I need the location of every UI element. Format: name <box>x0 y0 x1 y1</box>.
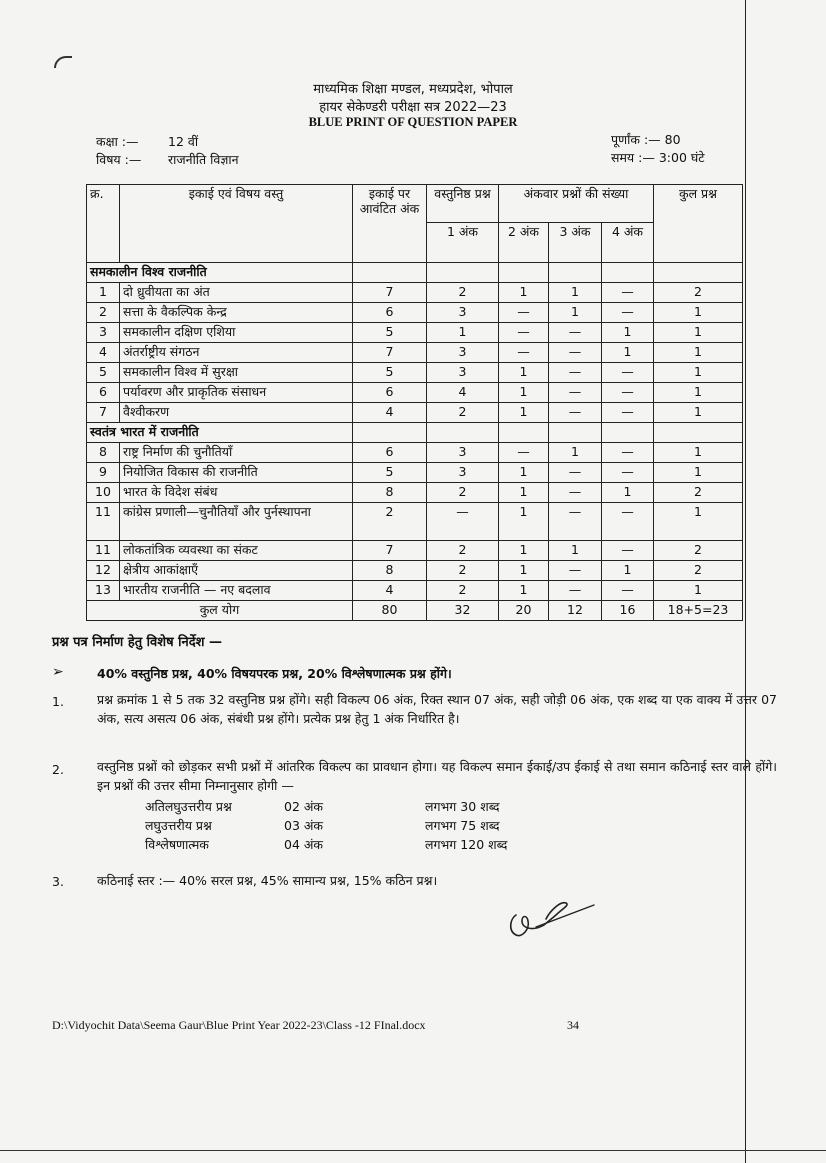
row-total: 1 <box>654 383 743 403</box>
row-4-mark: 1 <box>602 561 654 581</box>
limit-type: लघुउत्तरीय प्रश्न <box>145 818 212 833</box>
row-3-mark: 1 <box>549 303 602 323</box>
row-sno: 4 <box>87 343 120 363</box>
row-objective: 4 <box>427 383 499 403</box>
row-marks: 8 <box>353 561 427 581</box>
row-total: 1 <box>654 463 743 483</box>
row-objective: 3 <box>427 463 499 483</box>
row-2-mark: — <box>499 443 549 463</box>
row-sno: 9 <box>87 463 120 483</box>
row-sno: 10 <box>87 483 120 503</box>
table-row <box>87 303 743 323</box>
arrow-bullet-icon: ➢ <box>52 664 64 680</box>
row-total: 2 <box>654 541 743 561</box>
row-3-mark: — <box>549 561 602 581</box>
table-row <box>87 403 743 423</box>
row-4-mark: — <box>602 363 654 383</box>
empty-cell <box>427 423 499 443</box>
row-topic: समकालीन दक्षिण एशिया <box>120 323 353 343</box>
head-sno: क्र. <box>87 185 120 263</box>
limit-words: लगभग 75 शब्द <box>425 818 500 833</box>
row-total: 1 <box>654 303 743 323</box>
row-sno: 5 <box>87 363 120 383</box>
row-total: 2 <box>654 483 743 503</box>
row-objective: 2 <box>427 483 499 503</box>
row-sno: 3 <box>87 323 120 343</box>
table-row <box>87 443 743 463</box>
table-row <box>87 561 743 581</box>
row-4-mark: 1 <box>602 323 654 343</box>
row-objective: 3 <box>427 343 499 363</box>
row-objective: 2 <box>427 403 499 423</box>
row-marks: 5 <box>353 463 427 483</box>
head-total-questions: कुल प्रश्न <box>654 185 743 263</box>
limit-words: लगभग 120 शब्द <box>425 837 508 852</box>
row-total: 1 <box>654 343 743 363</box>
empty-cell <box>602 263 654 283</box>
head-allocated-marks: इकाई पर आवंटित अंक <box>353 185 427 263</box>
row-sno: 13 <box>87 581 120 601</box>
row-total: 2 <box>654 283 743 303</box>
table-row <box>87 383 743 403</box>
row-3-mark: — <box>549 581 602 601</box>
row-2-mark: 1 <box>499 541 549 561</box>
row-total: 1 <box>654 323 743 343</box>
row-3-mark: — <box>549 383 602 403</box>
row-objective: 2 <box>427 283 499 303</box>
table-row <box>87 483 743 503</box>
row-marks: 8 <box>353 483 427 503</box>
section-row <box>87 263 743 283</box>
head-unit: इकाई एवं विषय वस्तु <box>120 185 353 263</box>
instructions-title: प्रश्न पत्र निर्माण हेतु विशेष निर्देश — <box>52 635 223 650</box>
row-2-mark: 1 <box>499 581 549 601</box>
note-2-text: वस्तुनिष्ठ प्रश्नों को छोड़कर सभी प्रश्नों में आंतरिक विकल्प का प्रावधान होगा। यह विकल्प समान ईकाई/उप ईकाई से तथा समान कठिनाई स्तर वाले होंगे। इन प्रश्नों की उत्तर सीमा निम्नानुसार होगी — <box>97 759 777 793</box>
row-objective: 1 <box>427 323 499 343</box>
row-4-mark: — <box>602 581 654 601</box>
row-2-mark: 1 <box>499 283 549 303</box>
empty-cell <box>353 423 427 443</box>
row-sno: 11 <box>87 503 120 541</box>
row-4-mark: — <box>602 383 654 403</box>
signature <box>500 895 600 945</box>
row-marks: 4 <box>353 581 427 601</box>
limit-words: लगभग 30 शब्द <box>425 799 500 814</box>
empty-cell <box>499 423 549 443</box>
row-4-mark: — <box>602 303 654 323</box>
row-3-mark: — <box>549 483 602 503</box>
row-total: 1 <box>654 503 743 541</box>
page-edge-line <box>745 0 746 1163</box>
row-2-mark: 1 <box>499 561 549 581</box>
subject-value: राजनीति विज्ञान <box>168 152 239 167</box>
row-objective: 2 <box>427 561 499 581</box>
row-2-mark: — <box>499 323 549 343</box>
footer-file-path: D:\Vidyochit Data\Seema Gaur\Blue Print Year 2022-23\Class -12 FInal.docx <box>52 1018 426 1032</box>
row-4-mark: 1 <box>602 343 654 363</box>
row-2-mark: 1 <box>499 403 549 423</box>
totals-total: 18+5=23 <box>654 601 743 621</box>
row-objective: 3 <box>427 303 499 323</box>
row-total: 1 <box>654 443 743 463</box>
row-topic: लोकतांत्रिक व्यवस्था का संकट <box>120 541 353 561</box>
empty-cell <box>427 263 499 283</box>
totals-4-mark: 16 <box>602 601 654 621</box>
row-objective: 2 <box>427 581 499 601</box>
row-2-mark: 1 <box>499 383 549 403</box>
note-1-text: प्रश्न क्रमांक 1 से 5 तक 32 वस्तुनिष्ठ प्रश्न होंगे। सही विकल्प 06 अंक, रिक्त स्थान 07 अंक, सही जोड़ी 06 अंक, एक शब्द या एक वाक्य में उत्तर 07 अंक, सत्य असत्य 06 अंक, संबंधी प्रश्न होंगे। प्रत्येक प्रश्न हेतु 1 अंक निर्धारित है। <box>97 692 777 726</box>
row-marks: 7 <box>353 541 427 561</box>
table-row <box>87 363 743 383</box>
section-row <box>87 423 743 443</box>
row-3-mark: — <box>549 323 602 343</box>
page-number: 34 <box>567 1018 579 1032</box>
row-total: 1 <box>654 403 743 423</box>
note-number-1: 1. <box>52 694 64 709</box>
head-1-mark: 1 अंक <box>427 223 499 263</box>
note-number-3: 3. <box>52 874 64 889</box>
row-3-mark: 1 <box>549 283 602 303</box>
limit-type: विश्लेषणात्मक <box>145 837 209 852</box>
row-2-mark: 1 <box>499 483 549 503</box>
page-bottom-line <box>0 1150 826 1151</box>
row-total: 2 <box>654 561 743 581</box>
empty-cell <box>549 263 602 283</box>
distribution-note: 40% वस्तुनिष्ठ प्रश्न, 40% विषयपरक प्रश्न, 20% विश्लेषणात्मक प्रश्न होंगे। <box>97 666 452 681</box>
row-3-mark: 1 <box>549 541 602 561</box>
full-marks: पूर्णांक :— 80 <box>611 132 681 147</box>
row-objective: 2 <box>427 541 499 561</box>
row-3-mark: — <box>549 343 602 363</box>
row-marks: 7 <box>353 283 427 303</box>
row-2-mark: — <box>499 303 549 323</box>
row-topic: भारतीय राजनीति — नए बदलाव <box>120 581 353 601</box>
row-4-mark: 1 <box>602 483 654 503</box>
row-3-mark: — <box>549 463 602 483</box>
blueprint-table <box>86 184 743 621</box>
row-topic: वैश्वीकरण <box>120 403 353 423</box>
row-3-mark: — <box>549 403 602 423</box>
row-sno: 8 <box>87 443 120 463</box>
empty-cell <box>654 423 743 443</box>
row-marks: 6 <box>353 303 427 323</box>
table-row <box>87 283 743 303</box>
row-objective: 3 <box>427 363 499 383</box>
row-topic: नियोजित विकास की राजनीति <box>120 463 353 483</box>
class-value: 12 वीं <box>168 134 199 149</box>
row-topic: क्षेत्रीय आकांक्षाऍं <box>120 561 353 581</box>
row-4-mark: — <box>602 443 654 463</box>
row-topic: दो ध्रुवीयता का अंत <box>120 283 353 303</box>
empty-cell <box>549 423 602 443</box>
row-2-mark: 1 <box>499 503 549 541</box>
row-objective: 3 <box>427 443 499 463</box>
row-topic: राष्ट्र निर्माण की चुनौतियाँ <box>120 443 353 463</box>
row-topic: पर्यावरण और प्राकृतिक संसाधन <box>120 383 353 403</box>
row-2-mark: — <box>499 343 549 363</box>
totals-row <box>87 601 743 621</box>
totals-label: कुल योग <box>87 601 353 621</box>
row-4-mark: — <box>602 403 654 423</box>
row-4-mark: — <box>602 503 654 541</box>
row-sno: 1 <box>87 283 120 303</box>
empty-cell <box>654 263 743 283</box>
row-marks: 4 <box>353 403 427 423</box>
empty-cell <box>602 423 654 443</box>
row-marks: 2 <box>353 503 427 541</box>
row-marks: 6 <box>353 383 427 403</box>
row-sno: 7 <box>87 403 120 423</box>
page-corner-mark <box>54 56 72 68</box>
table-row <box>87 581 743 601</box>
note-number-2: 2. <box>52 762 64 777</box>
limit-marks: 02 अंक <box>284 799 324 814</box>
row-2-mark: 1 <box>499 363 549 383</box>
row-3-mark: 1 <box>549 443 602 463</box>
limit-marks: 04 अंक <box>284 837 324 852</box>
row-3-mark: — <box>549 363 602 383</box>
board-name: माध्यमिक शिक्षा मण्डल, मध्यप्रदेश, भोपाल <box>313 82 513 97</box>
table-row <box>87 323 743 343</box>
note-3-text: कठिनाई स्तर :— 40% सरल प्रश्न, 45% सामान्य प्रश्न, 15% कठिन प्रश्न। <box>97 873 438 888</box>
row-topic: समकालीन विश्व में सुरक्षा <box>120 363 353 383</box>
row-topic: कांग्रेस प्रणाली—चुनौतियाँ और पुर्नस्थापना <box>120 503 353 541</box>
head-2-mark: 2 अंक <box>499 223 549 263</box>
limit-type: अतिलघुउत्तरीय प्रश्न <box>145 799 232 814</box>
row-objective: — <box>427 503 499 541</box>
row-sno: 6 <box>87 383 120 403</box>
table-row <box>87 541 743 561</box>
row-total: 1 <box>654 363 743 383</box>
head-3-mark: 3 अंक <box>549 223 602 263</box>
row-topic: सत्ता के वैकल्पिक केन्द्र <box>120 303 353 323</box>
section-independent-india: स्वतंत्र भारत में राजनीति <box>87 423 353 443</box>
subject-label: विषय :— <box>96 152 142 167</box>
empty-cell <box>499 263 549 283</box>
row-topic: अंतर्राष्ट्रीय संगठन <box>120 343 353 363</box>
head-markwise-count: अंकवार प्रश्नों की संख्या <box>499 185 654 223</box>
head-objective: वस्तुनिष्ठ प्रश्न <box>427 185 499 223</box>
totals-3-mark: 12 <box>549 601 602 621</box>
row-4-mark: — <box>602 541 654 561</box>
exam-session: हायर सेकेण्डरी परीक्षा सत्र 2022—23 <box>319 100 507 115</box>
document-title: BLUE PRINT OF QUESTION PAPER <box>308 115 518 129</box>
class-label: कक्षा :— <box>96 134 139 149</box>
row-4-mark: — <box>602 463 654 483</box>
row-sno: 12 <box>87 561 120 581</box>
totals-objective: 32 <box>427 601 499 621</box>
table-row <box>87 343 743 363</box>
row-3-mark: — <box>549 503 602 541</box>
row-sno: 2 <box>87 303 120 323</box>
row-total: 1 <box>654 581 743 601</box>
row-topic: भारत के विदेश संबंध <box>120 483 353 503</box>
row-marks: 7 <box>353 343 427 363</box>
exam-time: समय :— 3:00 घंटे <box>611 150 705 165</box>
row-2-mark: 1 <box>499 463 549 483</box>
head-4-mark: 4 अंक <box>602 223 654 263</box>
row-marks: 5 <box>353 323 427 343</box>
totals-marks: 80 <box>353 601 427 621</box>
row-4-mark: — <box>602 283 654 303</box>
empty-cell <box>353 263 427 283</box>
table-row <box>87 503 743 541</box>
row-sno: 11 <box>87 541 120 561</box>
table-row <box>87 463 743 483</box>
row-marks: 5 <box>353 363 427 383</box>
section-contemporary-world: समकालीन विश्व राजनीति <box>87 263 353 283</box>
totals-2-mark: 20 <box>499 601 549 621</box>
limit-marks: 03 अंक <box>284 818 324 833</box>
row-marks: 6 <box>353 443 427 463</box>
